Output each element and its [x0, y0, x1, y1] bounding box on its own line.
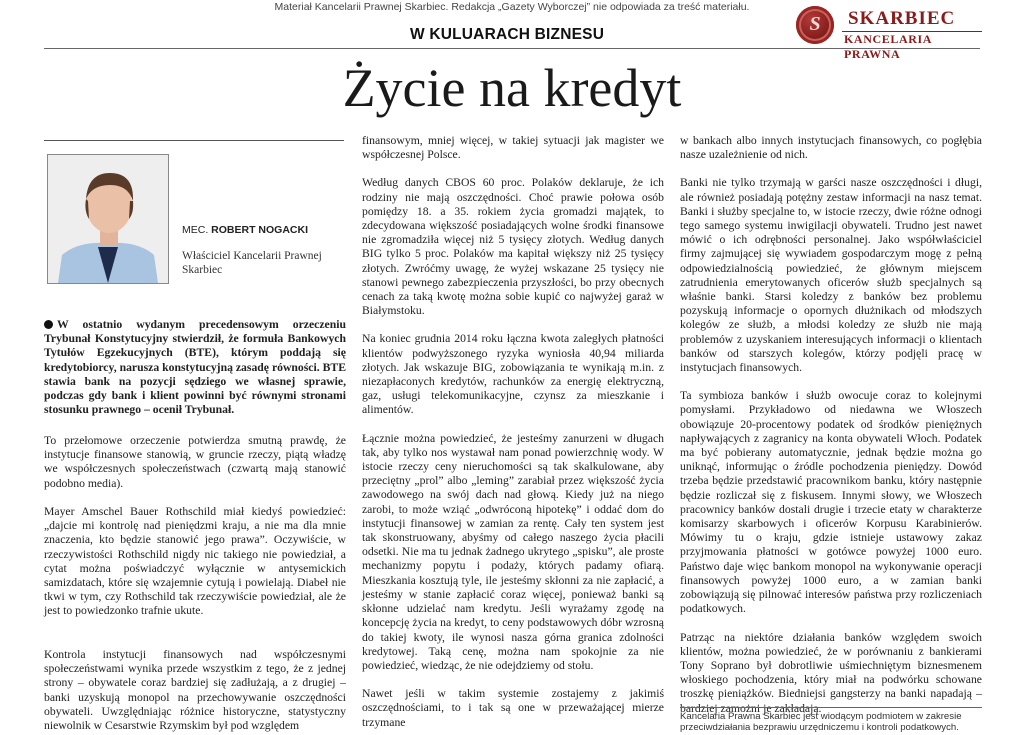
- skarbiec-logo: [796, 4, 986, 61]
- article-title: Życie na kredyt: [342, 58, 682, 118]
- col2-paragraph-2: Według danych CBOS 60 proc. Polaków deklaruje, że ich rodziny nie mają oszczędności. Choć prawie połowa osób pomiędzy 18. a 35. rokiem życia gromadzi majątek, to zdecydowana większość posiadających wolne środki finansowe nie zgromadziła więcej niż 5 tysięcy złotych. Według danych BIG tylko 5 proc. Polaków ma kapitał większy niż 25 tysięcy złotych. Zwróćmy uwagę, że wyżej wskazane 25 tysięcy nie stanowi pewnego zabezpieczenia przyszłości, bo przy obecnych cenach za taką kwotę można sobie kupić co najwyżej garaż w Białymstoku.: [362, 176, 664, 318]
- col1-paragraph-1: To przełomowe orzeczenie potwierdza smutną prawdę, że instytucje finansowe stanowią, w gruncie rzeczy, piątą władzę we współczesnych społeczeństwach (czwartą mają stanowić podobno media).: [44, 434, 346, 490]
- col3-paragraph-2: Banki nie tylko trzymają w garści nasze oszczędności i długi, ale również posiadają potężny zestaw informacji na nasz temat. Banki i służby specjalne to, w istocie rzeczy, dwie różne odnogi tego samego systemu inwigilacji obywateli. Trudno jest nawet mówić o ich odrębności personalnej. Jako współwłaściciel firmy zajmującej się wywiadem gospodarczym mogę z pełną odpowiedzialnością powiedzieć, że głównym miejscem zatrudnienia emerytowanych oficerów służb specjalnych są właśnie banki. Starsi koledzy z banków bez problemu pozyskują informacje o opornych dłużnikach od młodszych kolegów ze służb, a młodsi koledzy ze służb nie mają problemów z uzyskaniem interesujących informacji o klientach banków od starszych kolegów, którzy podjęli pracę w instytucjach finansowych.: [680, 176, 982, 375]
- logo-name: SKARBIEC: [848, 8, 956, 29]
- author-role: Właściciel Kancelarii Prawnej Skarbiec: [182, 250, 322, 276]
- col2-paragraph-5: Nawet jeśli w takim systemie zostajemy z jakimiś oszczędnościami, to i tak są one w przeważającej mierze trzymane: [362, 687, 664, 729]
- col3-paragraph-3: Ta symbioza banków i służb owocuje coraz to kolejnymi pomysłami. Przykładowo od niedawna we Włoszech obowiązuje 20-procentowy podatek od środków pieniężnych napływających z zagranicy na konta obywateli Włoch. Podatek ma być pobierany automatycznie, jednak będzie można go uniknąć, informując o źródle pochodzenia pieniędzy. Dowód trzeba będzie przedstawić pracownikom banku, który następnie będzie rozliczał się z fiskusem. Innymi słowy, we Włoszech pracownicy banków dostali drugie i trzecie etaty w charakterze komisarzy skarbowych i oficerów Korpusu Karabinierów. Mówimy tu o kraju, gdzie istnieje ustawowy zakaz przyjmowania płatności w gotówce powyżej 1000 euro. Państwo daje więc bankom monopol na wykonywanie operacji finansowych powyżej 1000 euro, a w zamian banki zobowiązują się pilnować interesów państwa przy rozliczeniach podatkowych.: [680, 389, 982, 616]
- lead-text: W ostatnio wydanym precedensowym orzeczeniu Trybunał Konstytucyjny stwierdził, że formuła Bankowych Tytułów Egzekucyjnych (BTE), którym poddają się kredytobiorcy, narusza konstytucyjną zasadę równości. BTE stawia bank na pozycji sędziego we własnej sprawie, podczas gdy bank i klient powinni być równymi stronami stosunku prawnego – ocenił Trybunał.: [44, 318, 346, 417]
- article-lead: [44, 318, 346, 417]
- header-divider: [44, 48, 980, 49]
- bullet-icon: [44, 320, 53, 329]
- author-byline: [182, 224, 308, 236]
- col2-paragraph-3: Na koniec grudnia 2014 roku łączna kwota zaległych płatności klientów podwyższonego ryzyka wyniosła 40,94 miliarda złotych. Jak wskazuje BIG, zobowiązania te wynikają m.in. z niezapłaconych kredytów, rachunków za energię elektryczną, gaz, usługi telekomunikacyjne, czynsz za mieszkanie i alimentów.: [362, 332, 664, 417]
- col3-paragraph-4: Patrząc na niektóre działania banków względem swoich klientów, można powiedzieć, że w porównaniu z bankierami Tony Soprano był dobrotliwie uśmiechniętym biznesmenem włoskiego pochodzenia, który miał na podwórku schowane troszkę pieniążków. Biedniejsi gangsterzy na banki napadają – bardziej zamożni je zakładają.: [680, 630, 982, 715]
- column-2: [362, 134, 664, 730]
- logo-subtitle: KANCELARIA PRAWNA: [844, 32, 932, 61]
- col2-paragraph-1: finansowym, mniej więcej, w takiej sytuacji jak magister we współczesnej Polsce.: [362, 134, 664, 162]
- col2-paragraph-4: Łącznie można powiedzieć, że jesteśmy zanurzeni w długach tak, aby tylko nos wystawał nam ponad powierzchnię wody. W istocie rzeczy ceny nieruchomości są tak skalkulowane, aby przeciętny „prol” albo „leming” zarabiał przez większość życia zawodowego na swój dach nad głową. Kiedy już na niego zarobi, to może wziąć „odwróconą hipotekę” i oddać dom do instytucji finansowej w zamian za rentę. Cały ten system jest tak skonstruowany, abyśmy od całego naszego życia płacili odsetki. Nie ma tu jednak żadnego ukrytego „spisku”, ale proste mechanizmy popytu i podaży, których padamy ofiarą. Mieszkania kosztują tyle, ile jesteśmy skłonni za nie zapłacić, a jesteśmy w stanie zapłacić coraz więcej, ponieważ banki są skłonne udzielać nam kredytu. Jeśli wyrażamy zgodę na koncepcję życia na kredyt, to ceny podstawowych dóbr wzrosną do takiej kwoty, ile wynosi nasza górna granica zdolności kredytowej. Taką cenę, można nam spokojnie za nie powiedzieć, wiedząc, że nie odejdziemy od stołu.: [362, 431, 664, 672]
- author-prefix: MEC.: [182, 224, 209, 236]
- company-footnote: Kancelaria Prawna Skarbiec jest wiodącym podmiotem w zakresie przeciwdziałania bezprawiu urzędniczemu i kontroli podatkowych.: [680, 707, 982, 733]
- column-divider: [44, 140, 344, 141]
- section-heading: W KULUARACH BIZNESU: [410, 26, 605, 43]
- col1-paragraph-2: Mayer Amschel Bauer Rothschild miał kiedyś powiedzieć: „dajcie mi kontrolę nad pieniędzmi kraju, a nie ma dla mnie znaczenia, kto będzie stanowić jego prawa”. Oczywiście, w rzeczywistości Rothschild nigdy nic takiego nie powiedział, a cytat można poświadczyć wyłącznie w antysemickich samizdatach, które się wzajemnie cytują i powielają. Diabeł nie tkwi w tym, czy Rothschild tak rzeczywiście powiedział, ale że jest to powiedzonko trafnie ukute.: [44, 505, 346, 618]
- col3-paragraph-1: w bankach albo innych instytucjach finansowych, co pogłębia nasze uzależnienie od nich.: [680, 134, 982, 162]
- publisher-disclaimer: Materiał Kancelarii Prawnej Skarbiec. Redakcja „Gazety Wyborczej” nie odpowiada za treść materiału.: [274, 1, 750, 13]
- author-photo: [47, 154, 169, 284]
- column-3: [680, 134, 982, 716]
- col1-paragraph-3: Kontrola instytucji finansowych nad współczesnymi społeczeństwami wynika przede wszystkim z tego, że z jednej strony – obywatele coraz bardziej się zadłużają, a z drugiej – banki uzyskują monopol na przechowywanie oszczędności obywateli. Uwzględniając różnice historyczne, statystyczny niewolnik w Cesarstwie Rzymskim był pod względem: [44, 648, 346, 733]
- author-name: ROBERT NOGACKI: [211, 224, 309, 236]
- seal-icon: S: [796, 6, 834, 44]
